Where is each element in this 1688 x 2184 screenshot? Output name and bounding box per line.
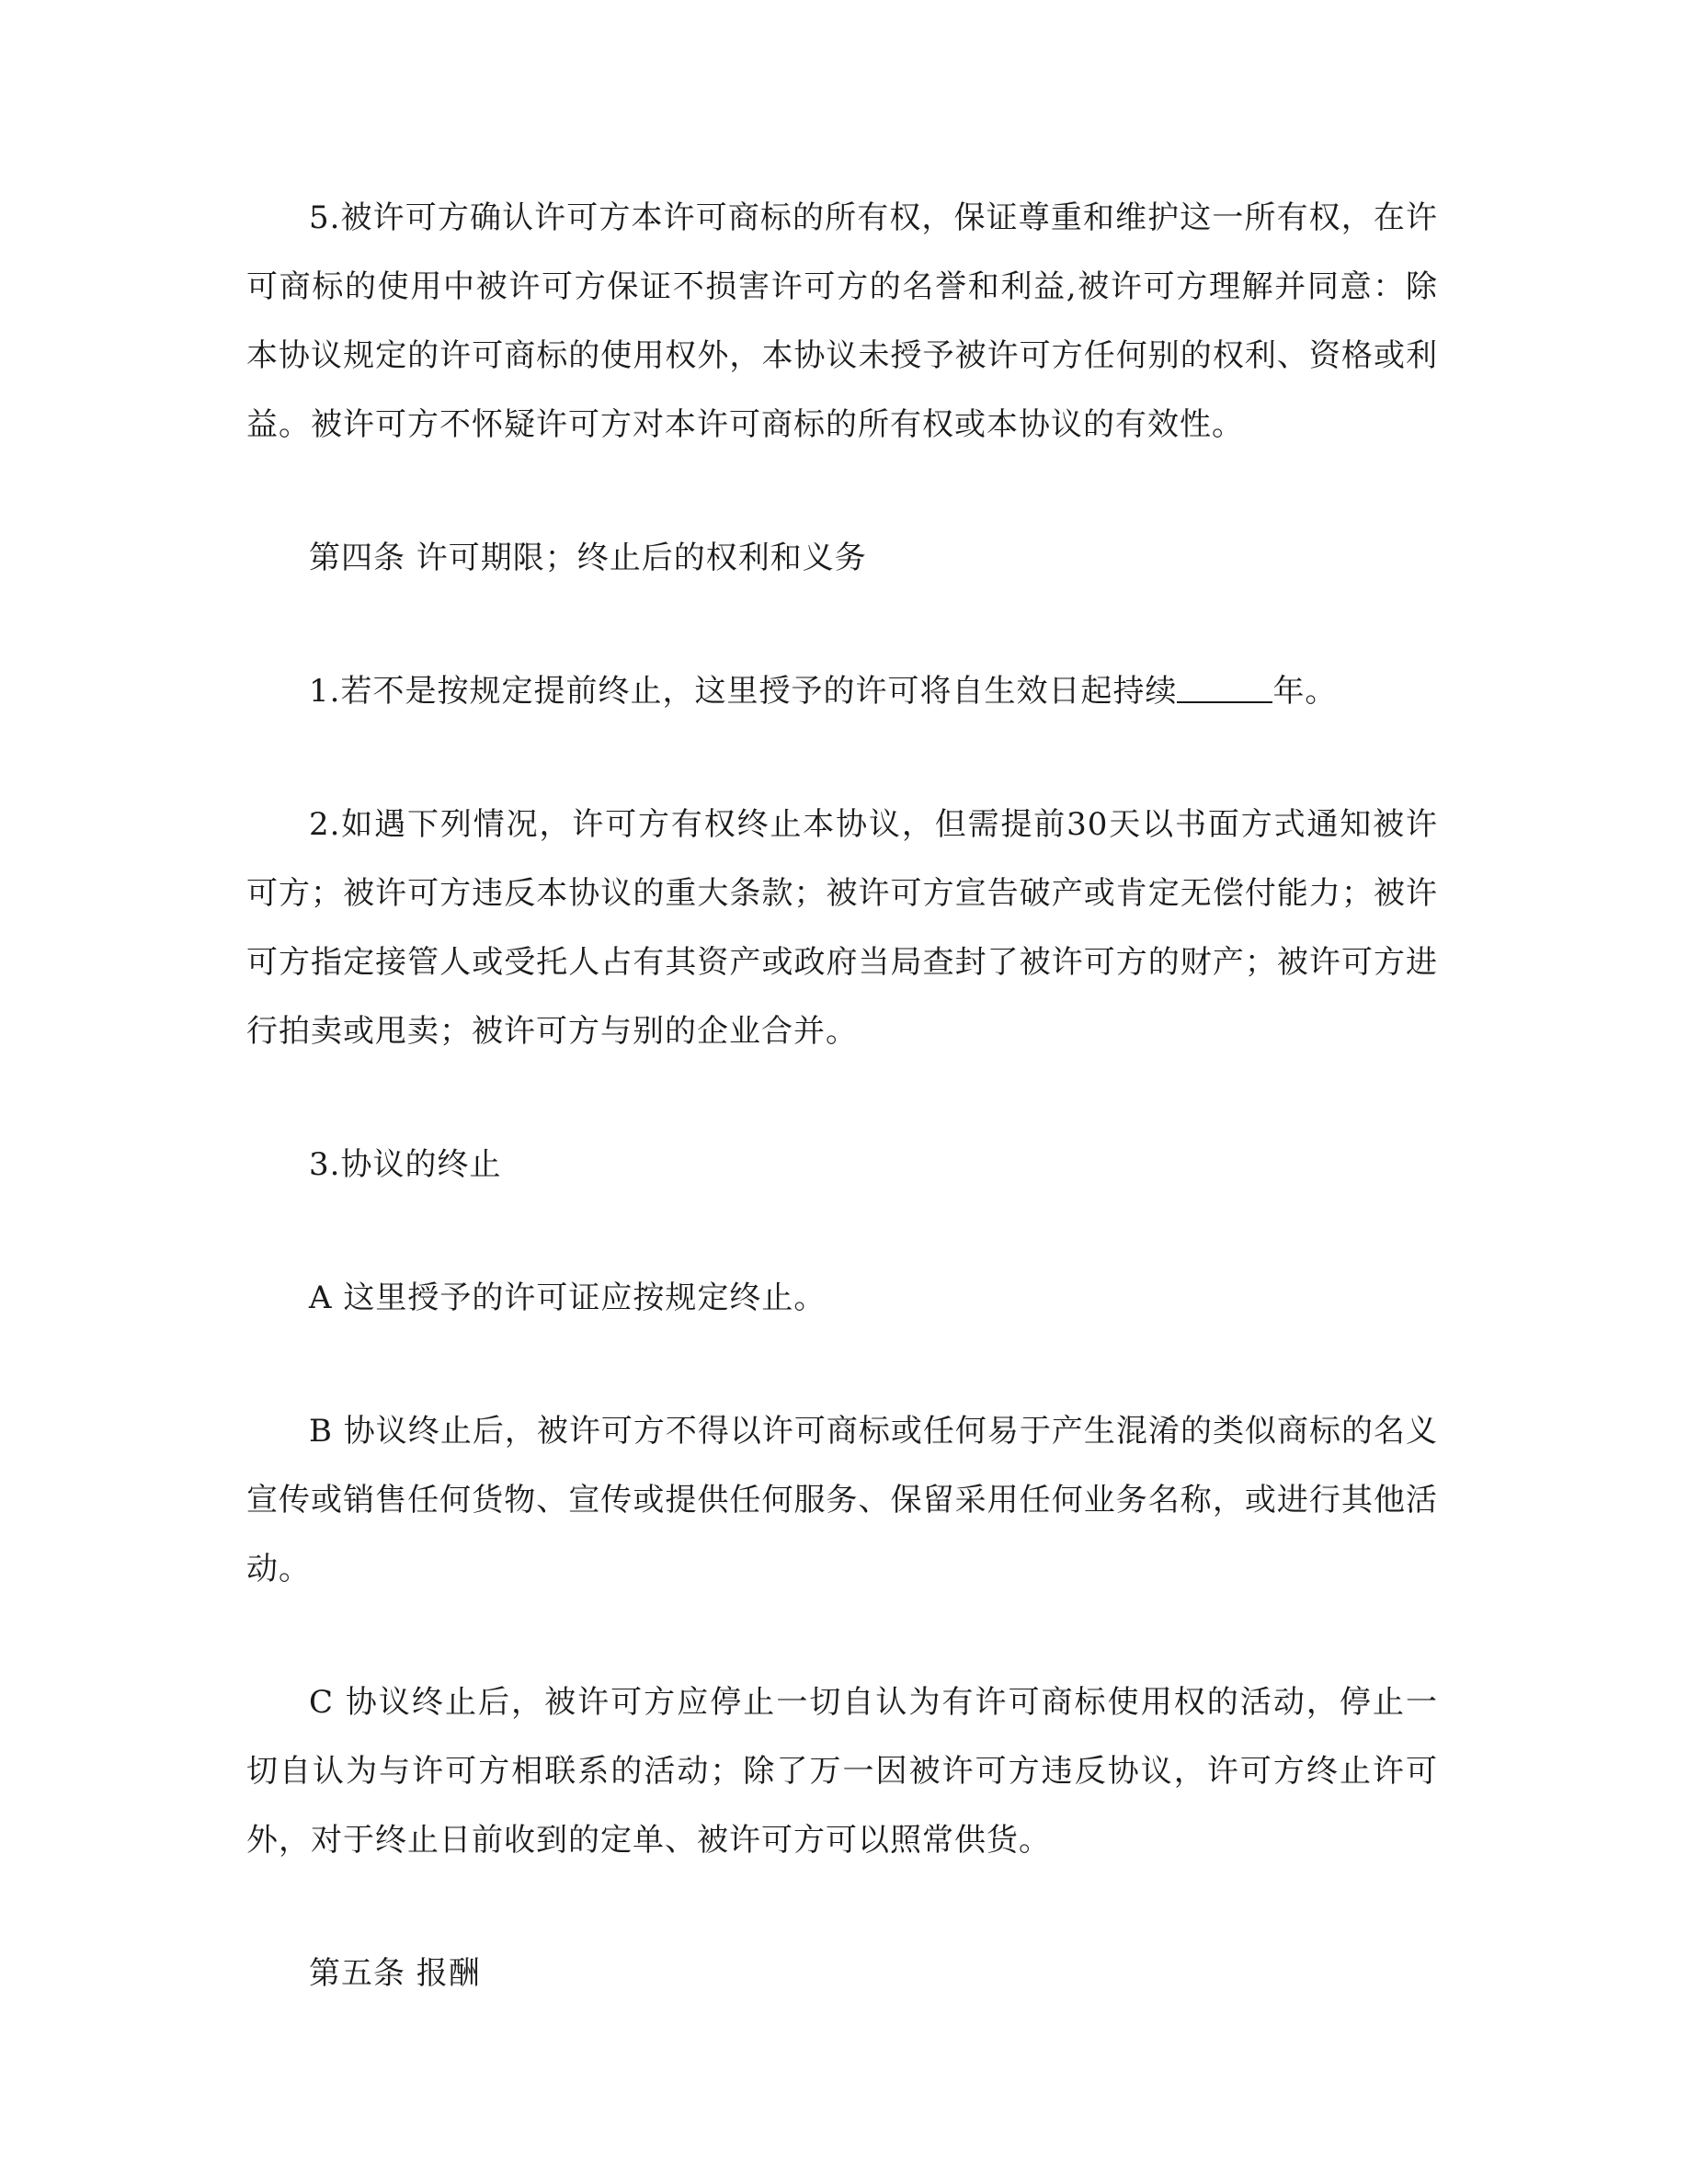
paragraph-item-c: C 协议终止后，被许可方应停止一切自认为有许可商标使用权的活动，停止一切自认为与许可方相联系的活动；除了万一因被许可方违反协议，许可方终止许可外，对于终止日前收到的定单、被许可方可以照常供货。 — [246, 1684, 1438, 1859]
paragraph-item-1 — [246, 657, 1438, 726]
paragraph-clause-5: 5.被许可方确认许可方本许可商标的所有权，保证尊重和维护这一所有权，在许可商标的使用中被许可方保证不损害许可方的名誉和利益,被许可方理解并同意：除本协议规定的许可商标的使用权外，本协议未授予被许可方任何别的权利、资格或利益。被许可方不怀疑许可方对本许可商标的所有权或本协议的有效性。 — [246, 199, 1438, 443]
paragraph-item-3: 3.协议的终止 — [309, 1146, 502, 1183]
article-5-heading: 第五条 报酬 — [309, 1955, 481, 1992]
paragraph-item-b: B 协议终止后，被许可方不得以许可商标或任何易于产生混淆的类似商标的名义宣传或销售任何货物、宣传或提供任何服务、保留采用任何业务名称，或进行其他活动。 — [246, 1413, 1438, 1587]
item-1-text: 1.若不是按规定提前终止，这里授予的许可将自生效日起持续 — [309, 673, 1178, 710]
paragraph-item-2: 2.如遇下列情况，许可方有权终止本协议，但需提前30天以书面方式通知被许可方；被许可方违反本协议的重大条款；被许可方宣告破产或肯定无偿付能力；被许可方指定接管人或受托人占有其资产或政府当局查封了被许可方的财产；被许可方进行拍卖或甩卖；被许可方与别的企业合并。 — [246, 806, 1438, 1050]
item-1-suffix: 年。 — [1272, 673, 1338, 710]
fill-in-blank-years — [1177, 674, 1272, 703]
paragraph-item-a: A 这里授予的许可证应按规定终止。 — [309, 1280, 827, 1316]
article-4-heading: 第四条 许可期限；终止后的权利和义务 — [309, 540, 867, 576]
document-page — [246, 184, 1438, 2008]
